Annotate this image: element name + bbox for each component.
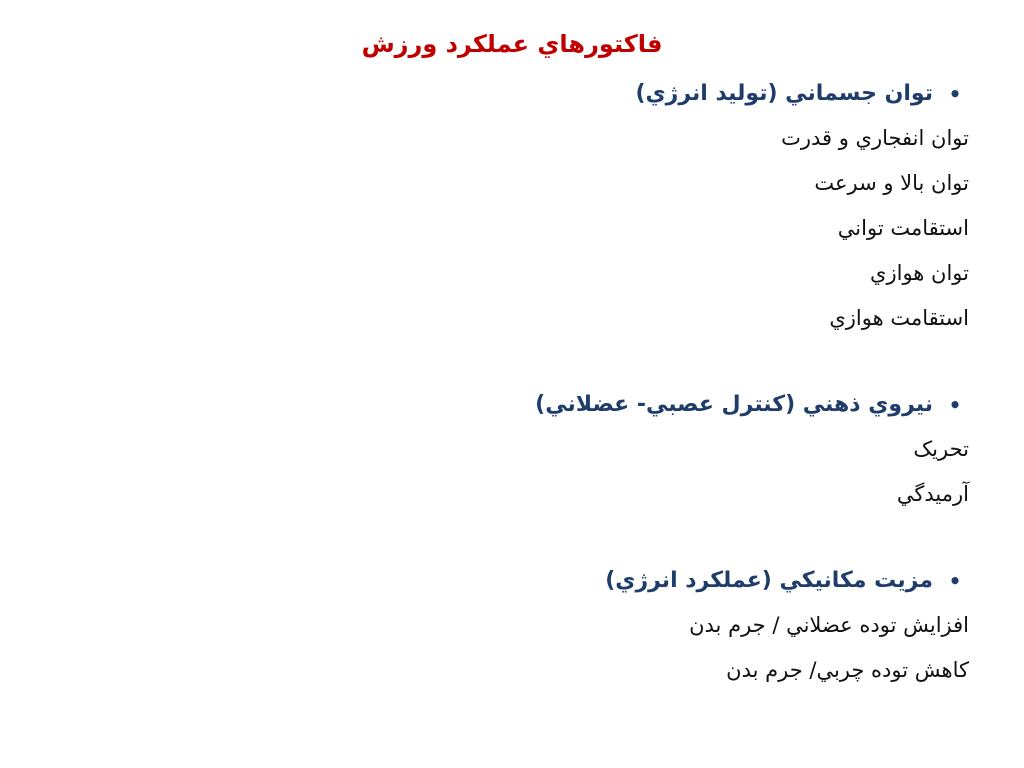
- bullet-icon: •: [948, 393, 962, 417]
- section-mechanical-advantage: [69, 559, 969, 693]
- slide-title: فاکتورهاي عملکرد ورزش: [361, 30, 663, 58]
- slide-content: [69, 72, 969, 693]
- list-item: استقامت تواني: [837, 216, 969, 240]
- bullet-heading: [69, 72, 969, 116]
- list-item: کاهش توده چربي/ جرم بدن: [726, 658, 969, 682]
- bullet-heading: [69, 559, 969, 603]
- section-mental-force: [69, 383, 969, 517]
- heading-text: نيروي ذهني (کنترل عصبي- عضلاني): [535, 392, 933, 417]
- list-item: توان هوازي: [870, 261, 969, 285]
- list-item: توان انفجاري و قدرت: [781, 126, 969, 150]
- bullet-icon: •: [948, 82, 962, 106]
- bullet-icon: •: [948, 569, 962, 593]
- list-item: آرميدگي: [896, 482, 969, 506]
- bullet-heading: [69, 383, 969, 427]
- heading-text: توان جسماني (توليد انرژي): [635, 81, 933, 106]
- list-item: افزايش توده عضلاني / جرم بدن: [689, 613, 969, 637]
- list-item: تحريک: [913, 437, 969, 461]
- section-physical-power: [69, 72, 969, 341]
- heading-text: مزيت مکانيکي (عملکرد انرژي): [605, 568, 933, 593]
- list-item: توان بالا و سرعت: [814, 171, 969, 195]
- list-item: استقامت هوازي: [829, 306, 969, 330]
